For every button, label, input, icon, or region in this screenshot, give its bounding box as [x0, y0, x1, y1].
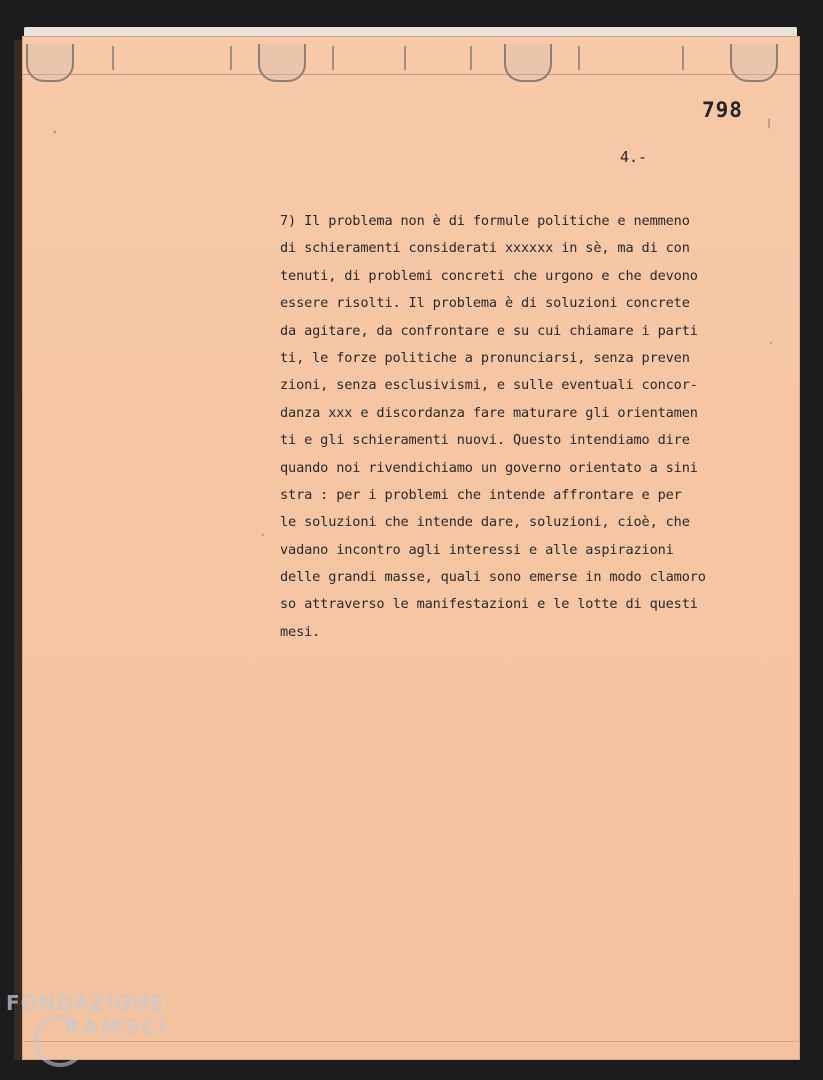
- typed-paragraph: [280, 208, 780, 646]
- text-line: mesi.: [280, 623, 321, 640]
- section-number: 4.-: [620, 148, 648, 166]
- text-line: tenuti, di problemi concreti che urgono e che devono: [280, 267, 698, 284]
- text-line: danza xxx e discordanza fare maturare gli orientamen: [280, 404, 698, 421]
- text-line: quando noi rivendichiamo un governo orientato a sini: [280, 459, 698, 476]
- text-line: da agitare, da confrontare e su cui chiamare i parti: [280, 322, 698, 339]
- page-bottom-edge: [22, 1041, 800, 1060]
- margin-speck: ·: [260, 530, 267, 541]
- binding-mark: [112, 46, 114, 70]
- watermark-line1: FONDAZIONE: [6, 991, 165, 1015]
- text-line: stra : per i problemi che intende affrontare e per: [280, 486, 682, 503]
- binding-clip-icon: [730, 44, 778, 82]
- watermark-line2: RAMSCI: [64, 1015, 170, 1039]
- binding-mark: [404, 46, 406, 70]
- margin-speck: ,: [52, 124, 59, 135]
- text-line: ti e gli schieramenti nuovi. Questo intendiamo dire: [280, 432, 690, 449]
- text-line: vadano incontro agli interessi e alle aspirazioni: [280, 541, 674, 558]
- text-line: le soluzioni che intende dare, soluzioni, cioè, che: [280, 514, 690, 531]
- binding-clip-icon: [258, 44, 306, 82]
- binding-mark: [332, 46, 334, 70]
- text-line: essere risolti. Il problema è di soluzioni concrete: [280, 295, 690, 312]
- margin-speck: ·: [768, 338, 775, 349]
- binding-mark: [470, 46, 472, 70]
- binding-mark: [578, 46, 580, 70]
- binding-strip: [22, 40, 800, 75]
- gramsci-logo-icon: [34, 1015, 86, 1067]
- text-line: 7) Il problema non è di formule politiche e nemmeno: [280, 213, 690, 229]
- text-line: zioni, senza esclusivismi, e sulle eventuali concor-: [280, 377, 698, 394]
- binding-clip-icon: [504, 44, 552, 82]
- text-line: di schieramenti considerati xxxxxx in sè, ma di con: [280, 240, 690, 257]
- text-line: so attraverso le manifestazioni e le lotte di questi: [280, 596, 698, 613]
- document-page: [22, 36, 800, 1060]
- text-line: ti, le forze politiche a pronunciarsi, senza preven: [280, 349, 690, 366]
- page-number: 798: [702, 98, 743, 122]
- margin-speck: |: [766, 118, 773, 129]
- binding-clip-icon: [26, 44, 74, 82]
- fondazione-gramsci-watermark: [6, 991, 169, 1039]
- text-line: delle grandi masse, quali sono emerse in modo clamoro: [280, 569, 706, 586]
- binding-mark: [682, 46, 684, 70]
- binding-mark: [230, 46, 232, 70]
